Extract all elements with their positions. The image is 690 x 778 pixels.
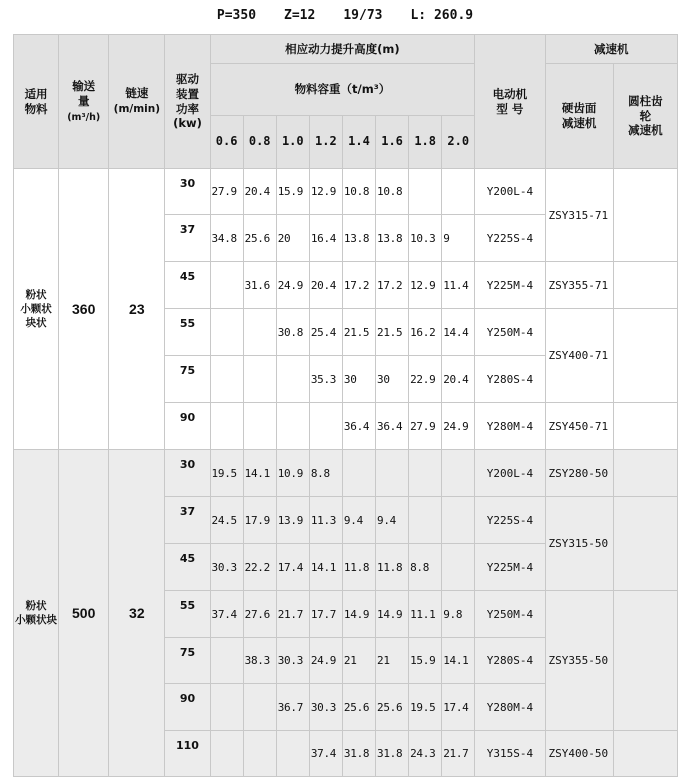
reducer-hard-cell: ZSY400-50: [545, 731, 613, 777]
height-cell: 12.9: [309, 169, 342, 215]
height-cell: 19.5: [409, 684, 442, 731]
motor-cell: Y225S-4: [475, 215, 545, 262]
height-cell: 17.2: [342, 262, 375, 309]
height-cell: [243, 684, 276, 731]
power-cell: 37: [165, 497, 210, 544]
height-cell: 24.9: [276, 262, 309, 309]
height-cell: 10.9: [276, 450, 309, 497]
density-header: 1.6: [376, 116, 409, 169]
height-cell: 11.8: [342, 544, 375, 591]
power-cell: 30: [165, 450, 210, 497]
reducer-hard-cell: ZSY315-71: [545, 169, 613, 262]
height-cell: 36.4: [342, 403, 375, 450]
height-cell: 14.1: [442, 638, 475, 684]
height-cell: 14.1: [243, 450, 276, 497]
height-cell: 10.3: [409, 215, 442, 262]
header-reducer: 减速机: [545, 35, 678, 64]
capacity-cell: 500: [59, 450, 109, 777]
reducer-cylindrical-cell: [613, 262, 677, 309]
height-cell: 27.9: [409, 403, 442, 450]
density-header: 0.6: [210, 116, 243, 169]
height-cell: 11.3: [309, 497, 342, 544]
header-reducer-cylindrical: 圆柱齿 轮 减速机: [613, 64, 677, 169]
header-motor: 电动机 型 号: [475, 35, 545, 169]
density-header: 1.8: [409, 116, 442, 169]
height-cell: [442, 450, 475, 497]
motor-cell: Y225M-4: [475, 544, 545, 591]
height-cell: 30.3: [276, 638, 309, 684]
height-cell: 30: [376, 356, 409, 403]
header-material: 适用 物料: [14, 35, 59, 169]
power-cell: 90: [165, 403, 210, 450]
height-cell: [210, 356, 243, 403]
reducer-cylindrical-cell: [613, 497, 677, 591]
height-cell: 17.7: [309, 591, 342, 638]
height-cell: 30: [342, 356, 375, 403]
height-cell: 8.8: [409, 544, 442, 591]
height-cell: 21: [376, 638, 409, 684]
height-cell: 14.1: [309, 544, 342, 591]
height-cell: 37.4: [309, 731, 342, 777]
height-cell: 31.8: [342, 731, 375, 777]
height-cell: 22.2: [243, 544, 276, 591]
height-cell: [442, 497, 475, 544]
height-cell: [409, 497, 442, 544]
height-cell: 30.3: [210, 544, 243, 591]
reducer-hard-cell: ZSY450-71: [545, 403, 613, 450]
height-cell: 35.3: [309, 356, 342, 403]
height-cell: 36.7: [276, 684, 309, 731]
speed-cell: 23: [109, 169, 165, 450]
height-cell: [342, 450, 375, 497]
height-cell: [376, 450, 409, 497]
title-z: Z=12: [284, 7, 316, 23]
height-cell: [210, 309, 243, 356]
height-cell: [276, 356, 309, 403]
motor-cell: Y250M-4: [475, 591, 545, 638]
height-cell: 36.4: [376, 403, 409, 450]
height-cell: 21.7: [276, 591, 309, 638]
height-cell: 8.8: [309, 450, 342, 497]
reducer-hard-cell: ZSY355-71: [545, 262, 613, 309]
reducer-cylindrical-cell: [613, 591, 677, 731]
motor-cell: Y280S-4: [475, 356, 545, 403]
height-cell: 21: [342, 638, 375, 684]
height-cell: [210, 403, 243, 450]
height-cell: 37.4: [210, 591, 243, 638]
reducer-hard-cell: ZSY280-50: [545, 450, 613, 497]
height-cell: 20.4: [442, 356, 475, 403]
height-cell: 22.9: [409, 356, 442, 403]
header-capacity: 输送 量 (m³/h): [59, 35, 109, 169]
height-cell: 21.5: [342, 309, 375, 356]
header-chain-speed: 链速 (m/min): [109, 35, 165, 169]
height-cell: 16.4: [309, 215, 342, 262]
height-cell: 14.9: [342, 591, 375, 638]
height-cell: [409, 169, 442, 215]
power-cell: 55: [165, 309, 210, 356]
power-cell: 55: [165, 591, 210, 638]
height-cell: [243, 403, 276, 450]
table-row: [14, 450, 678, 497]
reducer-cylindrical-cell: [613, 731, 677, 777]
reducer-cylindrical-cell: [613, 403, 677, 450]
reducer-hard-cell: ZSY400-71: [545, 309, 613, 403]
height-cell: 9.4: [342, 497, 375, 544]
height-cell: 25.6: [243, 215, 276, 262]
motor-cell: Y250M-4: [475, 309, 545, 356]
height-cell: 9.4: [376, 497, 409, 544]
height-cell: [210, 684, 243, 731]
reducer-hard-cell: ZSY355-50: [545, 591, 613, 731]
height-cell: 9.8: [442, 591, 475, 638]
title-p: P=350: [216, 7, 257, 23]
height-cell: 20.4: [243, 169, 276, 215]
height-cell: 20: [276, 215, 309, 262]
height-cell: 13.8: [376, 215, 409, 262]
height-cell: [243, 356, 276, 403]
header-density: 物料容重（t/m³）: [210, 64, 475, 116]
height-cell: [210, 262, 243, 309]
power-cell: 75: [165, 356, 210, 403]
power-cell: 30: [165, 169, 210, 215]
density-header: 1.0: [276, 116, 309, 169]
height-cell: 10.8: [342, 169, 375, 215]
height-cell: 15.9: [409, 638, 442, 684]
height-cell: [276, 403, 309, 450]
height-cell: 21.5: [376, 309, 409, 356]
height-cell: [243, 309, 276, 356]
height-cell: 13.8: [342, 215, 375, 262]
power-cell: 37: [165, 215, 210, 262]
height-cell: 25.6: [342, 684, 375, 731]
height-cell: 24.9: [442, 403, 475, 450]
height-cell: 30.8: [276, 309, 309, 356]
height-cell: 17.2: [376, 262, 409, 309]
height-cell: 34.8: [210, 215, 243, 262]
height-cell: [309, 403, 342, 450]
height-cell: 14.4: [442, 309, 475, 356]
header-lift-height: 相应动力提升高度(m): [210, 35, 475, 64]
height-cell: 15.9: [276, 169, 309, 215]
height-cell: 9: [442, 215, 475, 262]
height-cell: [442, 169, 475, 215]
power-cell: 75: [165, 638, 210, 684]
material-cell: 粉状 小颗状块: [14, 450, 59, 777]
height-cell: 11.4: [442, 262, 475, 309]
height-cell: [210, 731, 243, 777]
reducer-hard-cell: ZSY315-50: [545, 497, 613, 591]
density-header: 1.2: [309, 116, 342, 169]
capacity-cell: 360: [59, 169, 109, 450]
reducer-cylindrical-cell: [613, 450, 677, 497]
height-cell: [409, 450, 442, 497]
motor-cell: Y225M-4: [475, 262, 545, 309]
reducer-cylindrical-cell: [613, 309, 677, 403]
height-cell: [243, 731, 276, 777]
material-cell: 粉状 小颗状 块状: [14, 169, 59, 450]
height-cell: 11.1: [409, 591, 442, 638]
motor-cell: Y225S-4: [475, 497, 545, 544]
height-cell: 24.9: [309, 638, 342, 684]
height-cell: [442, 544, 475, 591]
height-cell: 17.4: [276, 544, 309, 591]
title-l: L: 260.9: [410, 7, 474, 23]
height-cell: 25.4: [309, 309, 342, 356]
height-cell: [210, 638, 243, 684]
height-cell: 24.3: [409, 731, 442, 777]
height-cell: 31.8: [376, 731, 409, 777]
height-cell: 10.8: [376, 169, 409, 215]
height-cell: 17.4: [442, 684, 475, 731]
table-title: [0, 0, 690, 30]
height-cell: [276, 731, 309, 777]
motor-cell: Y315S-4: [475, 731, 545, 777]
power-cell: 110: [165, 731, 210, 777]
height-cell: 27.6: [243, 591, 276, 638]
height-cell: 20.4: [309, 262, 342, 309]
header-reducer-hard: 硬齿面 减速机: [545, 64, 613, 169]
motor-cell: Y280S-4: [475, 638, 545, 684]
motor-cell: Y280M-4: [475, 403, 545, 450]
speed-cell: 32: [109, 450, 165, 777]
height-cell: 27.9: [210, 169, 243, 215]
power-cell: 90: [165, 684, 210, 731]
title-ratio: 19/73: [343, 7, 383, 23]
motor-cell: Y200L-4: [475, 169, 545, 215]
spec-table: [13, 34, 678, 777]
height-cell: 25.6: [376, 684, 409, 731]
reducer-cylindrical-cell: [613, 169, 677, 262]
height-cell: 30.3: [309, 684, 342, 731]
power-cell: 45: [165, 262, 210, 309]
height-cell: 14.9: [376, 591, 409, 638]
height-cell: 31.6: [243, 262, 276, 309]
density-header: 1.4: [342, 116, 375, 169]
density-header: 0.8: [243, 116, 276, 169]
header-power: 驱动 装置 功率 (kw): [165, 35, 210, 169]
height-cell: 12.9: [409, 262, 442, 309]
height-cell: 17.9: [243, 497, 276, 544]
power-cell: 45: [165, 544, 210, 591]
height-cell: 21.7: [442, 731, 475, 777]
density-header: 2.0: [442, 116, 475, 169]
motor-cell: Y280M-4: [475, 684, 545, 731]
height-cell: 38.3: [243, 638, 276, 684]
height-cell: 19.5: [210, 450, 243, 497]
height-cell: 13.9: [276, 497, 309, 544]
height-cell: 11.8: [376, 544, 409, 591]
height-cell: 16.2: [409, 309, 442, 356]
motor-cell: Y200L-4: [475, 450, 545, 497]
height-cell: 24.5: [210, 497, 243, 544]
table-row: [14, 169, 678, 215]
